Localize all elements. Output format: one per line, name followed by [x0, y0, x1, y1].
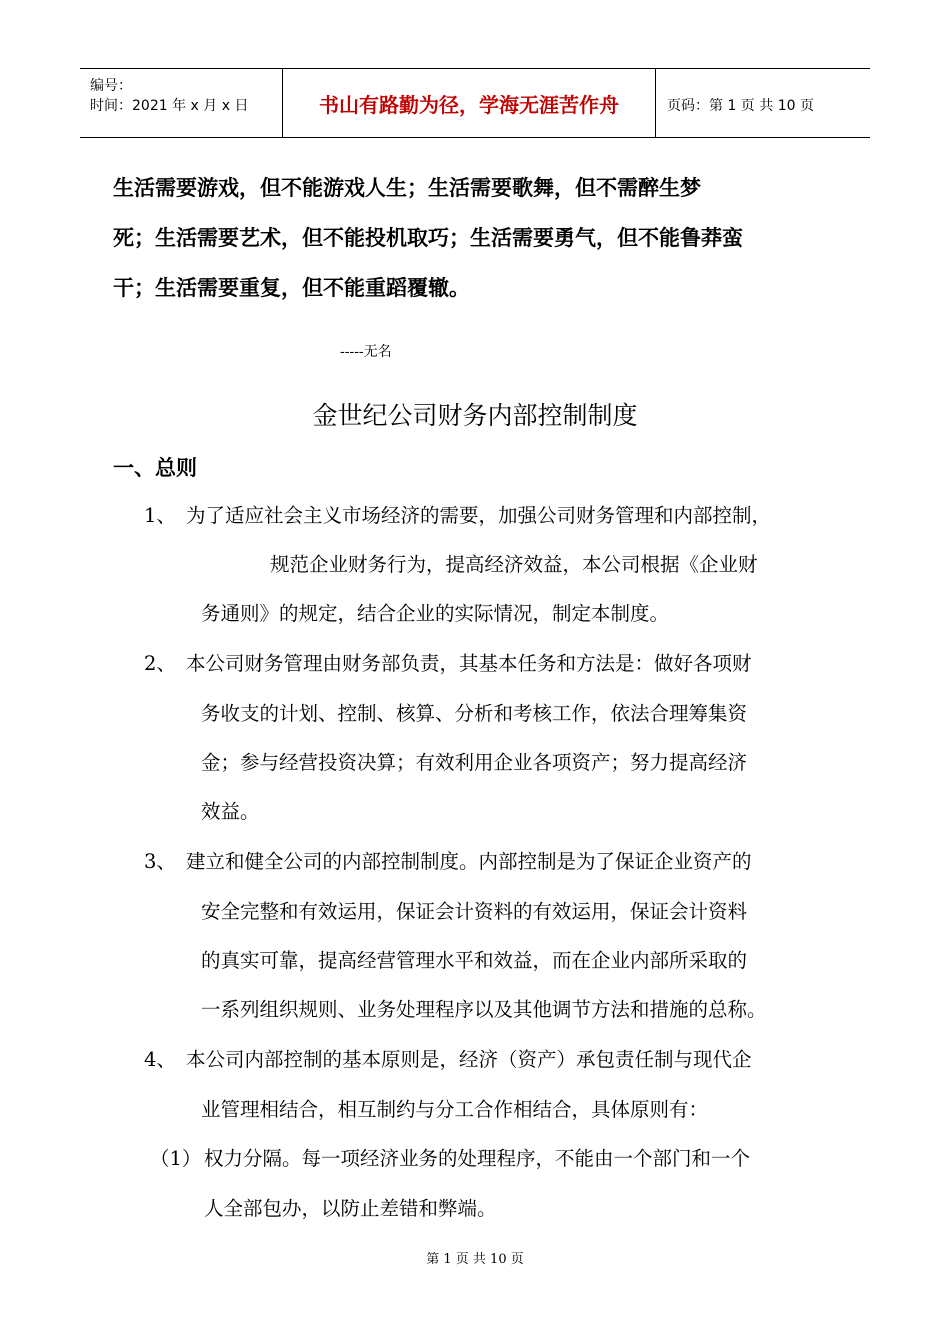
header-page-label: 页码：第 1 页 共 10 页: [667, 98, 814, 114]
item-text-line: 建立和健全公司的内部控制制度。内部控制是为了保证企业资产的: [186, 850, 752, 873]
item-text-line: 务通则》的规定，结合企业的实际情况，制定本制度。: [201, 602, 670, 625]
item-text-line: 业管理相结合，相互制约与分工合作相结合，具体原则有：: [201, 1098, 709, 1121]
header-table: [80, 68, 870, 138]
item-number: 2、: [144, 652, 176, 675]
header-left-cell: [80, 69, 282, 137]
header-motto: 书山有路勤为径，学海无涯苦作舟: [319, 93, 619, 117]
document-title: 金世纪公司财务内部控制制度: [312, 401, 638, 430]
item-text-line: 的真实可靠，提高经营管理水平和效益，而在企业内部所采取的: [201, 949, 748, 972]
document-number-label: 编号：: [90, 78, 132, 94]
document-date-label: 时间：2021 年 x 月 x 日: [90, 98, 249, 114]
header-center-cell: [282, 69, 656, 137]
item-text-line: 本公司财务管理由财务部负责，其基本任务和方法是：做好各项财: [186, 652, 752, 675]
item-text-line: 权力分隔。每一项经济业务的处理程序，不能由一个部门和一个: [204, 1147, 751, 1170]
item-number: 4、: [144, 1048, 176, 1071]
item-text-line: 一系列组织规则、业务处理程序以及其他调节方法和措施的总称。: [201, 998, 767, 1021]
item-text-line: 人全部包办，以防止差错和弊端。: [204, 1197, 497, 1220]
quote-line-2: 死；生活需要艺术，但不能投机取巧；生活需要勇气，但不能鲁莽蛮: [113, 225, 743, 250]
item-number: 3、: [144, 850, 176, 873]
header-right-cell: [655, 69, 870, 137]
item-number: 1、: [144, 504, 176, 527]
item-text-line: 本公司内部控制的基本原则是，经济（资产）承包责任制与现代企: [186, 1048, 752, 1071]
item-text-line: 务收支的计划、控制、核算、分析和考核工作，依法合理筹集资: [201, 702, 748, 725]
quote-line-1: 生活需要游戏，但不能游戏人生；生活需要歌舞，但不需醉生梦: [113, 175, 701, 200]
quote-author: -----无名: [340, 344, 392, 360]
page-footer: 第 1 页 共 10 页: [426, 1252, 524, 1267]
item-text-line: 金；参与经营投资决算；有效利用企业各项资产；努力提高经济: [201, 751, 748, 774]
subitem-number: （1）: [150, 1147, 202, 1170]
section-title: 一、总则: [113, 456, 197, 480]
item-text-line: 为了适应社会主义市场经济的需要，加强公司财务管理和内部控制，: [186, 504, 772, 527]
item-text-line: 规范企业财务行为，提高经济效益，本公司根据《企业财: [270, 553, 758, 576]
item-text-line: 安全完整和有效运用，保证会计资料的有效运用，保证会计资料: [201, 900, 748, 923]
quote-line-3: 干；生活需要重复，但不能重蹈覆辙。: [113, 275, 470, 300]
item-text-line: 效益。: [201, 800, 260, 823]
